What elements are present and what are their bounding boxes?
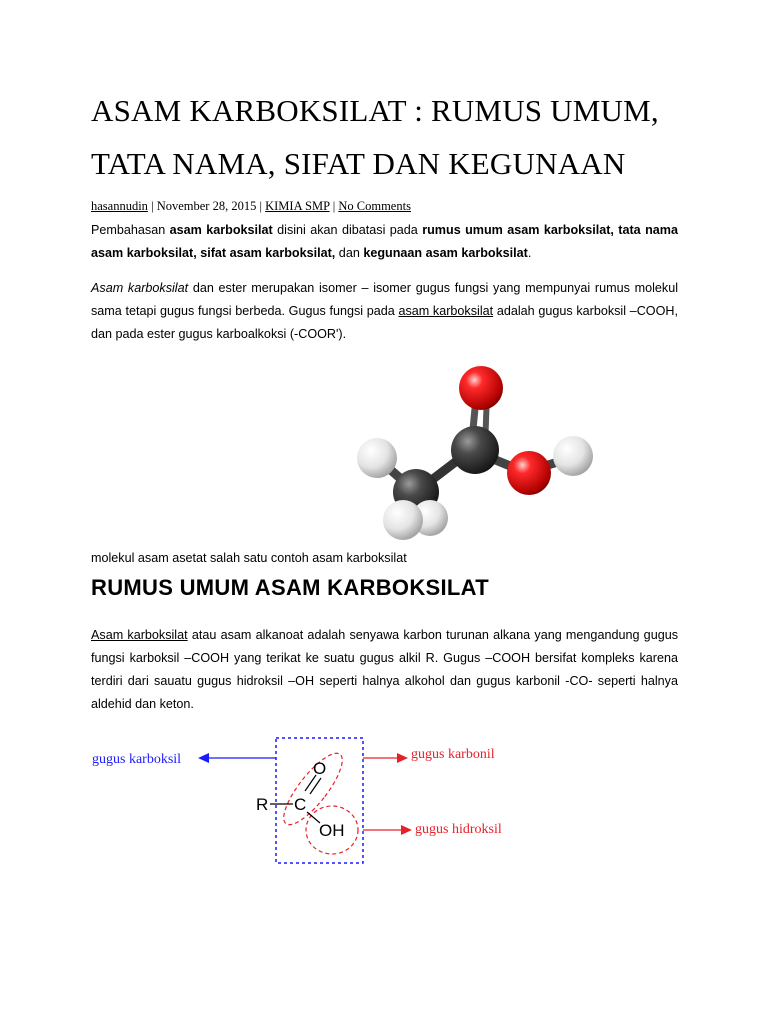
meta-separator: |: [147, 199, 157, 213]
label-gugus-karbonil: gugus karbonil: [411, 747, 495, 762]
bold-text: kegunaan asam karboksilat: [363, 246, 528, 260]
atom-oh: OH: [319, 821, 345, 840]
asam-karboksilat-link[interactable]: Asam karboksilat: [91, 628, 188, 642]
comments-link[interactable]: No Comments: [338, 199, 411, 213]
article-title-line-1: ASAM KARBOKSILAT : RUMUS UMUM,: [91, 93, 659, 128]
rumus-umum-paragraph: [91, 624, 678, 716]
intro-paragraph: [91, 219, 678, 265]
atom-r: R: [256, 795, 269, 814]
author-link[interactable]: hasannudin: [91, 199, 148, 213]
hydrogen-atom: [357, 438, 397, 478]
section-heading: RUMUS UMUM ASAM KARBOKSILAT: [91, 575, 489, 600]
italic-text: Asam karboksilat: [91, 281, 189, 295]
label-gugus-karboksil: gugus karboksil: [92, 752, 182, 767]
arrow-head: [397, 753, 408, 763]
text: atau asam alkanoat adalah senyawa karbon turunan alkana yang mengandung gugus fungsi karboksil –COOH yang terikat ke suatu gugus alkil R. Gugus –COOH bersifat kompleks karena terdiri dari sauatu gugus hidroksil –OH seperti halnya alkohol dan gugus karbonil -CO- seperti halnya aldehid dan keton.: [91, 628, 679, 711]
meta-separator: |: [256, 199, 266, 213]
carboxyl-group-diagram: [88, 732, 528, 872]
oxygen-atom: [507, 451, 551, 495]
article-title-line-2: TATA NAMA, SIFAT DAN KEGUNAAN: [91, 146, 626, 181]
isomer-paragraph: [91, 277, 678, 346]
arrow-head: [401, 825, 412, 835]
text: adalah gugus karboksil –COOH, dan pada ester gugus karboalkoksi (-COOR').: [91, 304, 678, 341]
category-link[interactable]: KIMIA SMP: [265, 199, 330, 213]
meta-separator: |: [329, 199, 339, 213]
post-date: November 28, 2015: [156, 199, 257, 213]
oxygen-atom: [459, 366, 503, 410]
post-meta: [91, 199, 411, 214]
text: dan: [335, 246, 364, 260]
text: disini akan dibatasi pada: [272, 223, 423, 237]
acetic-acid-molecule-image: [353, 360, 598, 545]
asam-karboksilat-link[interactable]: asam karboksilat: [398, 304, 494, 318]
atom-c: C: [294, 795, 307, 814]
text: dan ester merupakan isomer – isomer gugus fungsi yang mempunyai rumus molekul sama tetapi gugus fungsi berbeda. Gugus fungsi pada: [91, 281, 678, 318]
atom-o: O: [313, 759, 327, 778]
bold-text: asam karboksilat: [169, 223, 273, 237]
carbon-atom: [451, 426, 499, 474]
hydrogen-atom: [553, 436, 593, 476]
molecule-caption: molekul asam asetat salah satu contoh asam karboksilat: [91, 551, 407, 565]
text: Pembahasan: [91, 223, 170, 237]
arrow-head: [198, 753, 209, 763]
label-gugus-hidroksil: gugus hidroksil: [415, 822, 502, 837]
hydrogen-atom: [383, 500, 423, 540]
text: .: [527, 246, 532, 260]
bold-text: rumus umum asam karboksilat, tata nama asam karboksilat, sifat asam karboksilat,: [91, 223, 678, 260]
